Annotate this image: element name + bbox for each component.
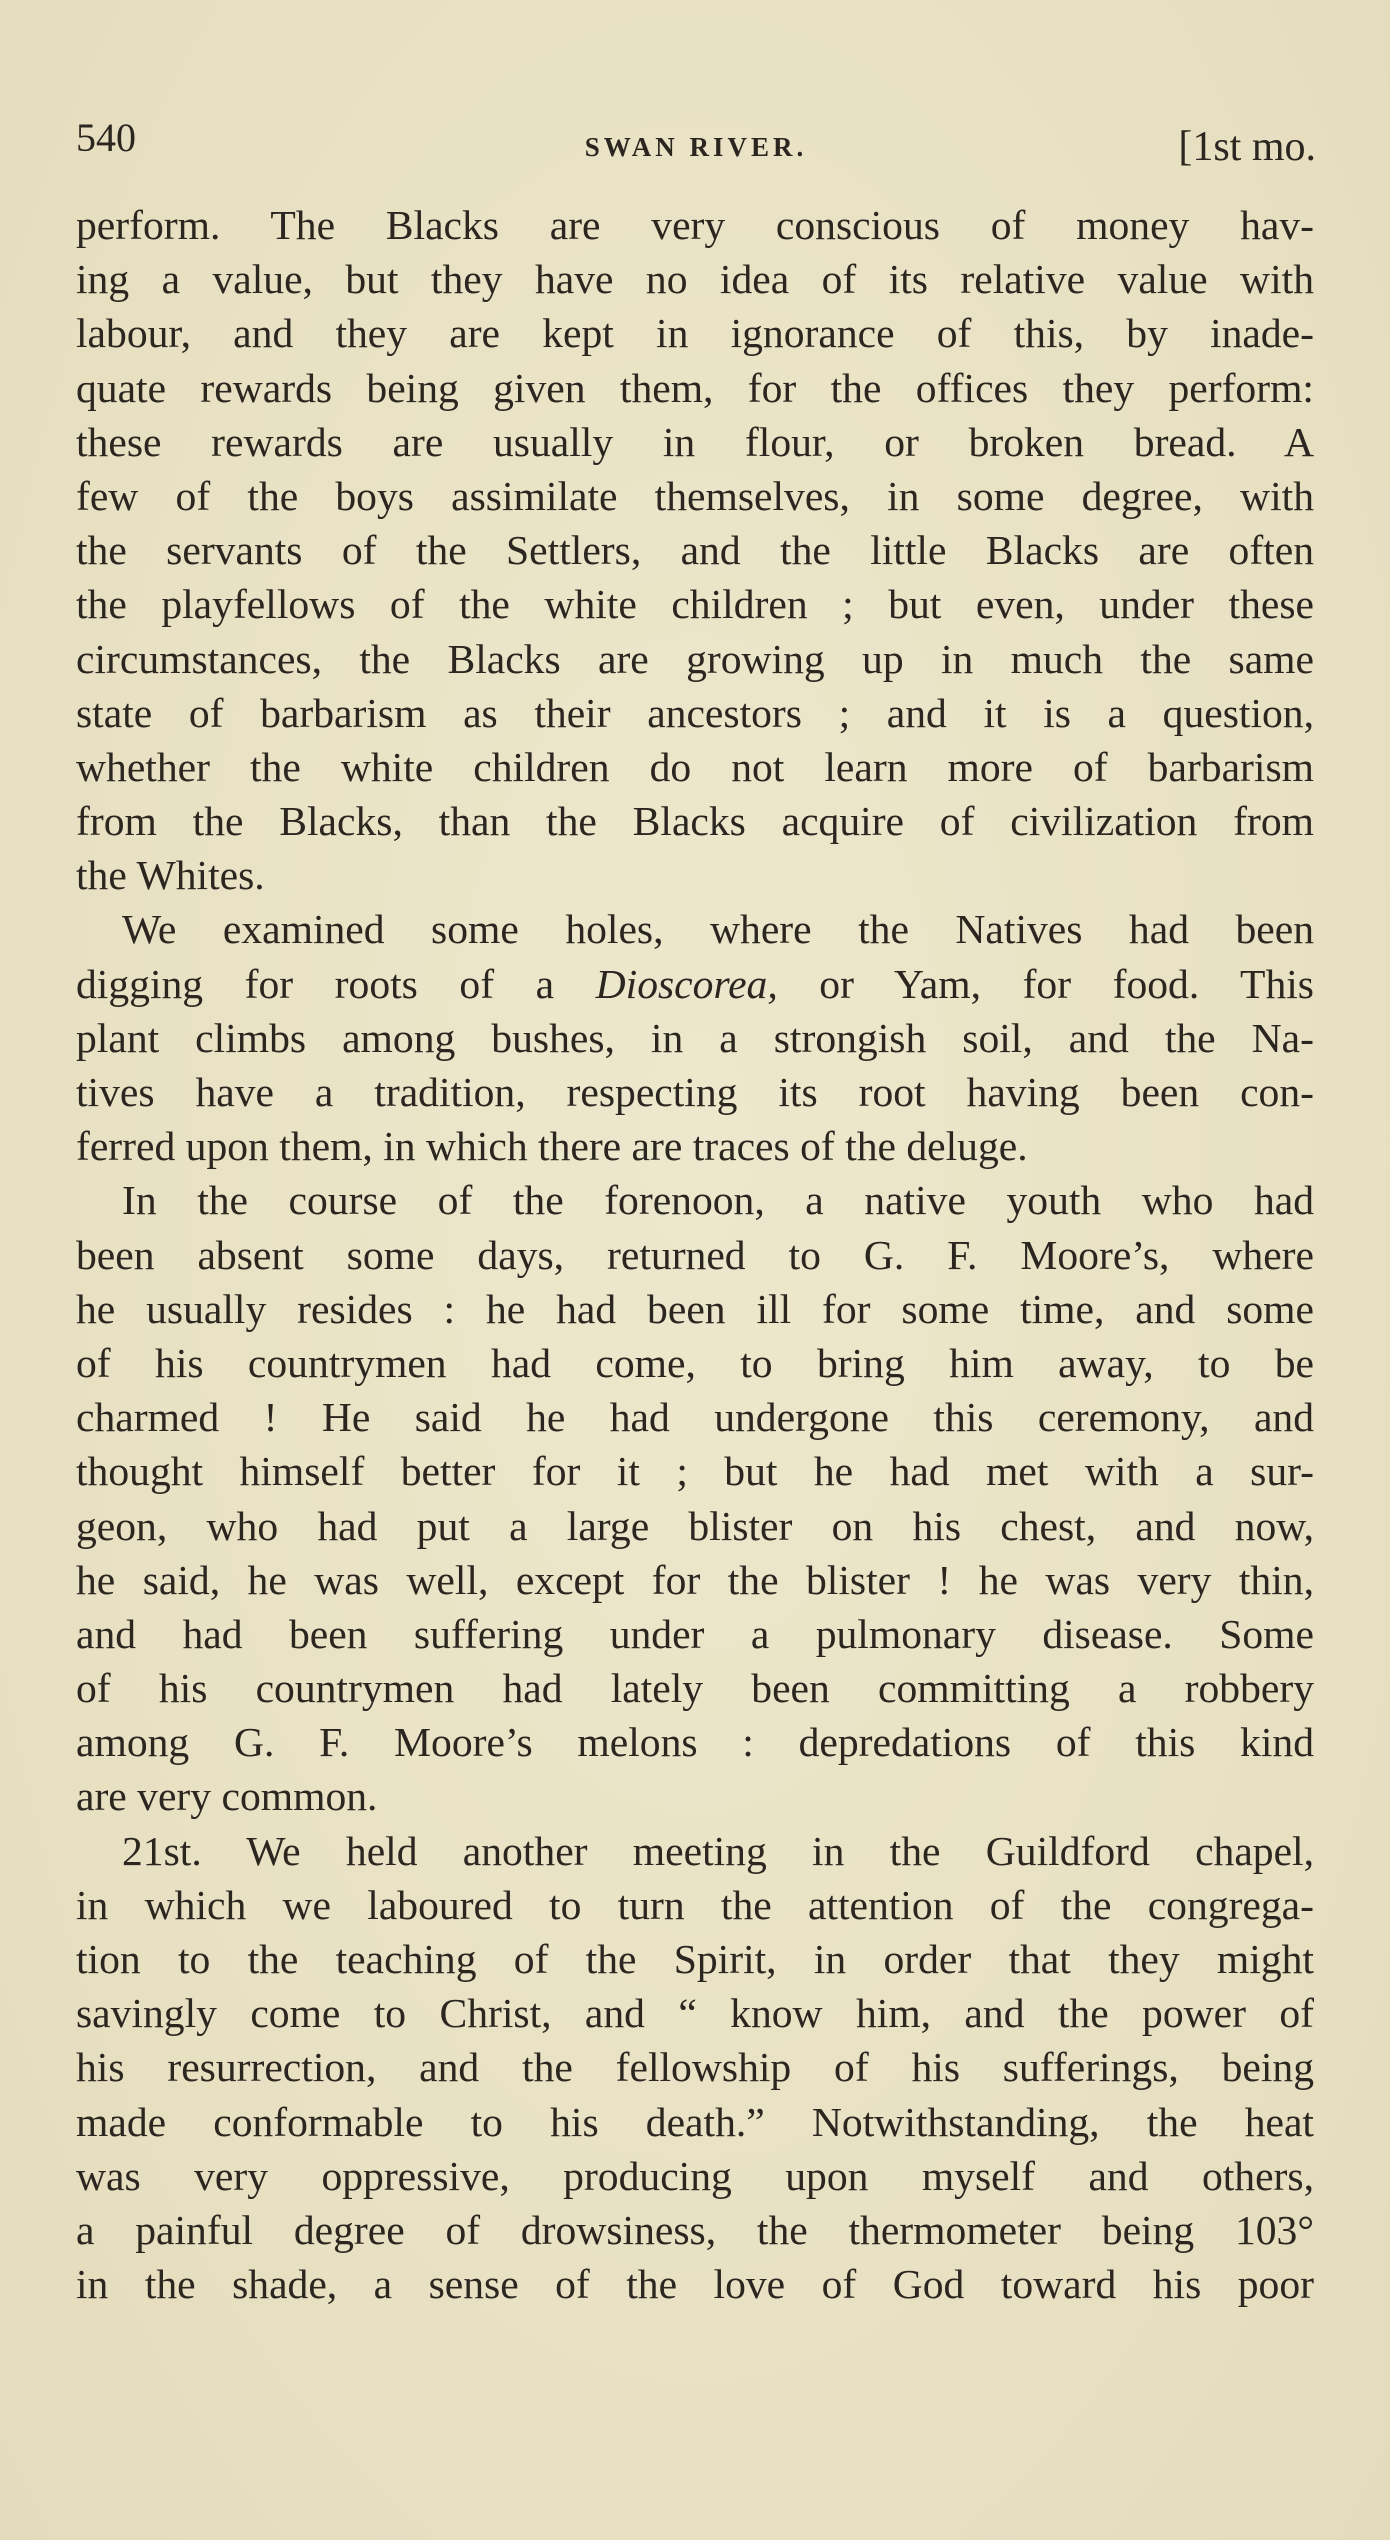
text-line: was very oppressive, producing upon myself and others, bbox=[76, 2152, 1314, 2199]
text-line: among G. F. Moore’s melons : depredations of this kind bbox=[76, 1719, 1314, 1766]
italic-term: Dioscorea, bbox=[595, 960, 778, 1007]
text-line: geon, who had put a large blister on his chest, and now, bbox=[76, 1502, 1314, 1549]
text-line: made conformable to his death.” Notwithstanding, the heat bbox=[76, 2098, 1314, 2145]
text-line: from the Blacks, than the Blacks acquire of civilization from bbox=[76, 798, 1314, 845]
text-line: tives have a tradition, respecting its root having been con- bbox=[76, 1069, 1314, 1115]
text-line: labour, and they are kept in ignorance of this, by inade- bbox=[76, 310, 1314, 357]
text-fragment: digging for roots of a bbox=[76, 960, 596, 1007]
paragraph-first-line: We examined some holes, where the Natives had been bbox=[122, 906, 1314, 953]
text-line: savingly come to Christ, and “ know him, and the power of bbox=[76, 1990, 1314, 2037]
text-line: he usually resides : he had been ill for some time, and some bbox=[76, 1285, 1314, 1332]
paragraph-first-line: 21st. We held another meeting in the Guildford chapel, bbox=[122, 1827, 1314, 1874]
text-line: quate rewards being given them, for the offices they perform: bbox=[76, 364, 1314, 411]
text-line: ferred upon them, in which there are traces of the deluge. bbox=[76, 1123, 1028, 1170]
text-line: been absent some days, returned to G. F. Moore’s, where bbox=[76, 1231, 1314, 1278]
text-line: of his countrymen had lately been committing a robbery bbox=[76, 1665, 1314, 1712]
running-title: SWAN RIVER. bbox=[584, 132, 808, 162]
text-line: his resurrection, and the fellowship of his sufferings, being bbox=[76, 2044, 1314, 2091]
body-text bbox=[76, 198, 1314, 2311]
text-line: he said, he was well, except for the blister ! he was very thin, bbox=[76, 1556, 1314, 1603]
text-line: few of the boys assimilate themselves, in some degree, with bbox=[76, 472, 1314, 519]
text-fragment: or Yam, for food. This bbox=[777, 960, 1314, 1007]
text-line: whether the white children do not learn more of barbarism bbox=[76, 743, 1314, 790]
text-line: ing a value, but they have no idea of its relative value with bbox=[76, 256, 1314, 303]
text-line: these rewards are usually in flour, or broken bread. A bbox=[76, 418, 1314, 465]
text-line: the servants of the Settlers, and the little Blacks are often bbox=[76, 527, 1314, 574]
text-line: are very common. bbox=[76, 1773, 378, 1820]
text-line-with-italic bbox=[76, 957, 1314, 1011]
text-line: in which we laboured to turn the attention of the congrega- bbox=[76, 1881, 1314, 1928]
text-line: a painful degree of drowsiness, the thermometer being 103° bbox=[76, 2206, 1314, 2253]
text-line: plant climbs among bushes, in a strongish soil, and the Na- bbox=[76, 1014, 1314, 1061]
text-line: tion to the teaching of the Spirit, in order that they might bbox=[76, 1936, 1314, 1982]
page-number: 540 bbox=[76, 115, 136, 160]
text-line: the Whites. bbox=[76, 852, 265, 899]
paragraph-first-line: In the course of the forenoon, a native youth who had bbox=[122, 1177, 1314, 1224]
text-line: circumstances, the Blacks are growing up in much the same bbox=[76, 635, 1314, 682]
text-line: the playfellows of the white children ; but even, under these bbox=[76, 581, 1314, 628]
text-line: state of barbarism as their ancestors ; and it is a question, bbox=[76, 689, 1314, 736]
month-marker: [1st mo. bbox=[1178, 124, 1316, 170]
text-line: charmed ! He said he had undergone this ceremony, and bbox=[76, 1394, 1314, 1441]
text-line: of his countrymen had come, to bring him away, to be bbox=[76, 1339, 1314, 1386]
text-line: and had been suffering under a pulmonary disease. Some bbox=[76, 1610, 1314, 1657]
text-line: in the shade, a sense of the love of God toward his poor bbox=[76, 2261, 1314, 2308]
text-line: perform. The Blacks are very conscious of money hav- bbox=[76, 202, 1314, 248]
running-head bbox=[76, 115, 1316, 178]
text-line: thought himself better for it ; but he had met with a sur- bbox=[76, 1448, 1314, 1495]
